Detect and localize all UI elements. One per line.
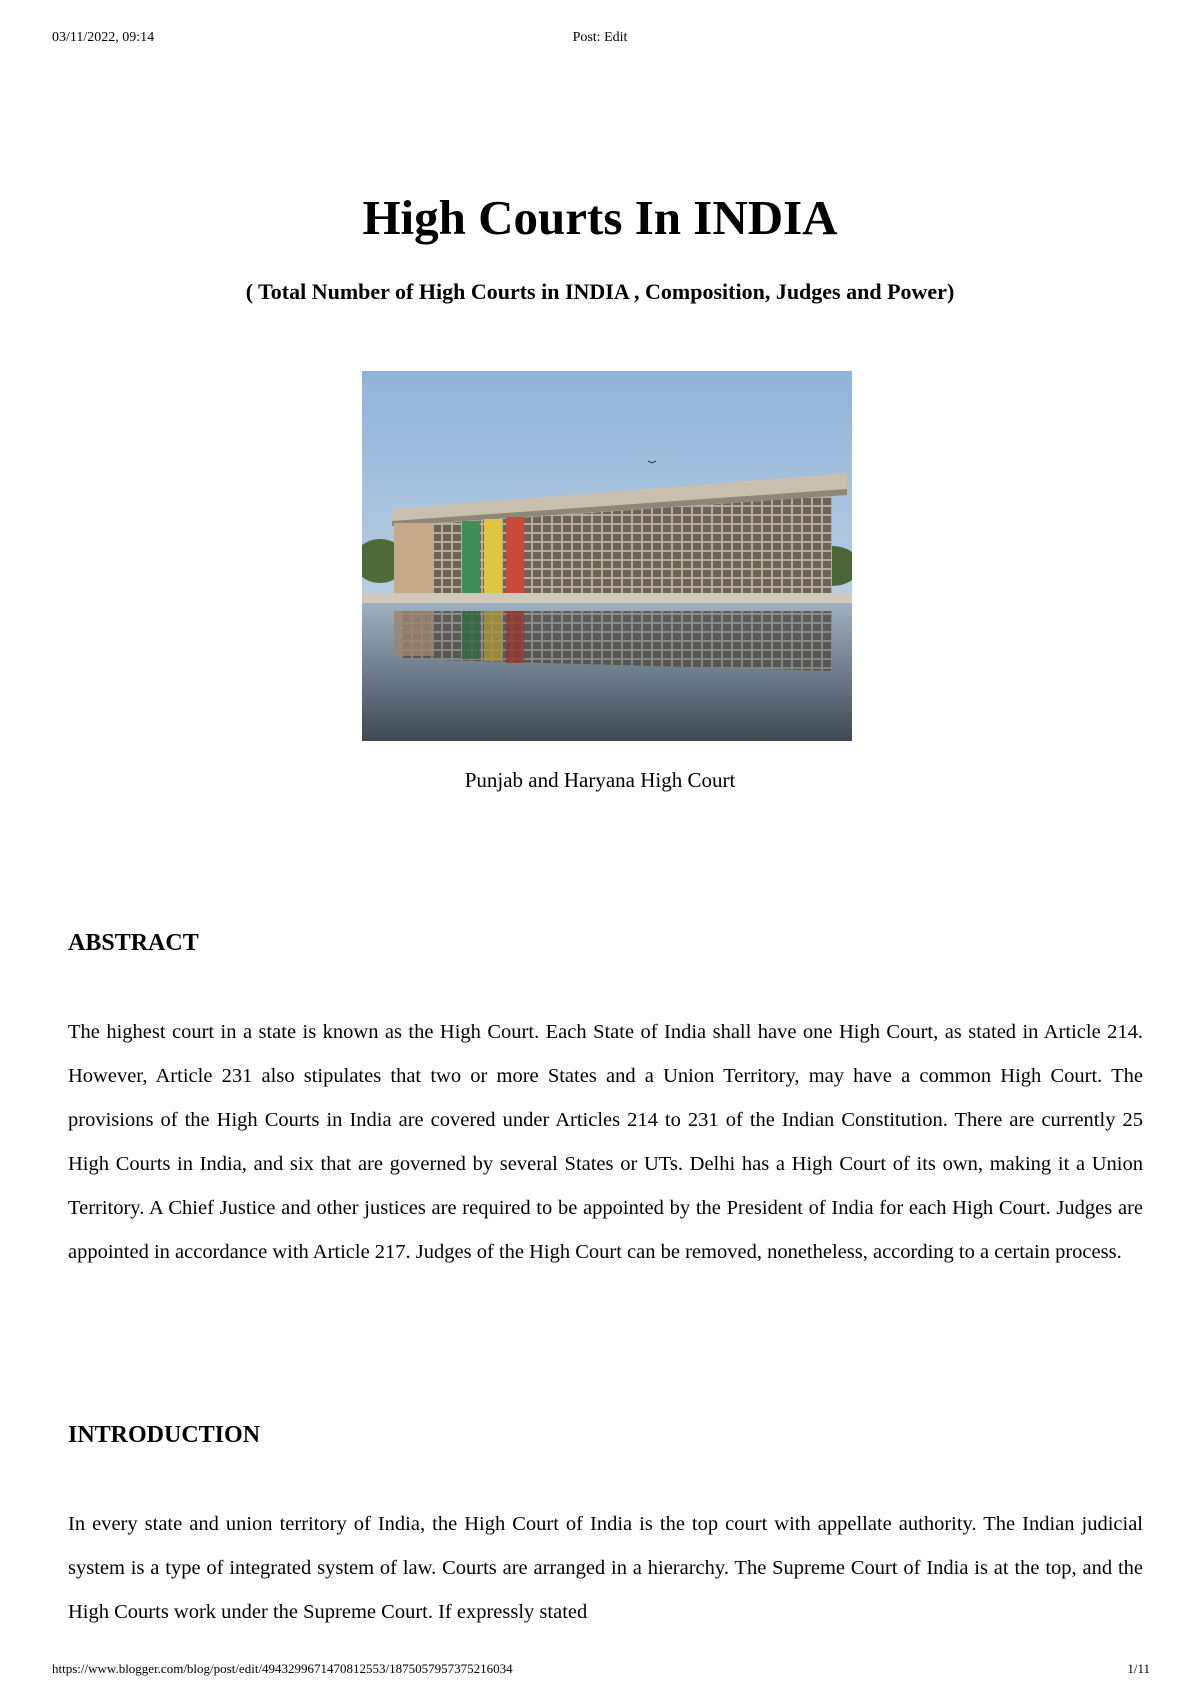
image-caption: Punjab and Haryana High Court bbox=[464, 768, 736, 792]
print-header-title: Post: Edit bbox=[572, 30, 628, 45]
court-building-photo bbox=[362, 371, 852, 741]
document-title: High Courts In INDIA bbox=[362, 190, 838, 245]
introduction-paragraph: In every state and union territory of India, the High Court of India is the top court with appellate authority. The Indian judicial system is a type of integrated system of law. Courts are arranged in a hierarchy. The Supreme Court of India is at the top, and the High Courts work under the Supreme Court. If expressly stated bbox=[68, 1513, 1143, 1623]
introduction-heading: INTRODUCTION bbox=[68, 1422, 261, 1448]
print-header-datetime: 03/11/2022, 09:14 bbox=[52, 30, 155, 45]
print-footer-page-number: 1/11 bbox=[1127, 1661, 1150, 1676]
abstract-paragraph: The highest court in a state is known as the High Court. Each State of India shall have one High Court, as stated in Article 214. However, Article 231 also stipulates that two or more States and a Union Territory, may have a common High Court. The provisions of the High Courts in India are covered under Articles 214 to 231 of the Indian Constitution. There are currently 25 High Courts in India, and six that are governed by several States or UTs. Delhi has a High Court of its own, making it a Union Territory. A Chief Justice and other justices are required to be appointed by the President of India for each High Court. Judges are appointed in accordance with Article 217. Judges of the High Court can be removed, nonetheless, according to a certain process. bbox=[68, 1021, 1143, 1263]
print-footer-url: https://www.blogger.com/blog/post/edit/4943299671470812553/1875057957375216034 bbox=[52, 1661, 513, 1676]
abstract-heading: ABSTRACT bbox=[68, 930, 199, 956]
document-subtitle: ( Total Number of High Courts in INDIA , Composition, Judges and Power) bbox=[245, 279, 955, 304]
